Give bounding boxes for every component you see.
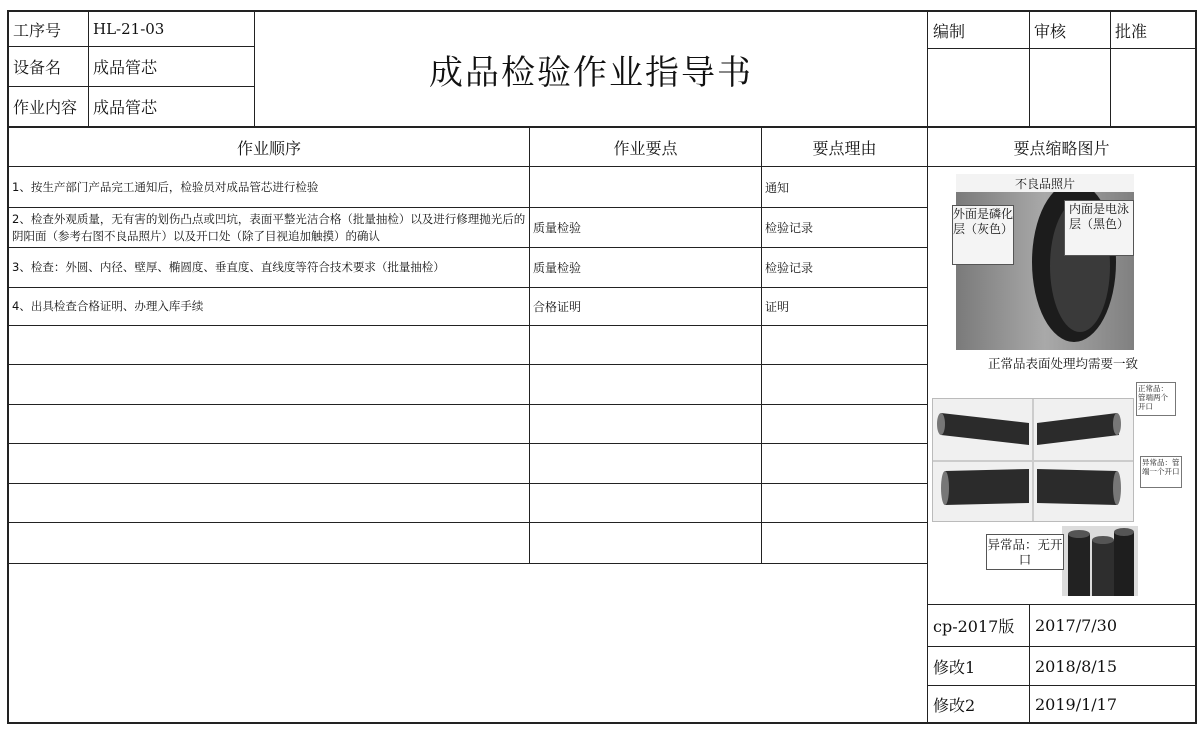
table-row-4-step: 4、出具检查合格证明、办理入库手续 [12,299,204,313]
inner-layer-callout: 内面是电泳层（黑色） [1064,200,1134,256]
equipment-label: 设备名 [13,58,62,77]
table-row-2-step: 2、检查外观质量，无有害的划伤凸点或凹坑，表面平整光洁合格（批量抽检）以及进行修理抛光后的阴阳面（参考右图不良品照片）以及开口处（除了目视追加触摸）的确认 [12,211,526,243]
no-opening-callout: 异常品：无开口 [986,534,1064,570]
table-row-1-reason: 通知 [765,180,790,195]
table-row-3-reason: 检验记录 [765,261,814,275]
col-header-reason: 要点理由 [812,138,877,158]
image-caption: 正常品表面处理均需要一致 [987,356,1138,371]
defect-photo-title: 不良品照片 [1014,177,1075,191]
abnormal-pipe-callout: 异常品：管端一个开口 [1140,456,1182,488]
process-no-value: HL-21-03 [93,20,165,38]
table-row-3-step: 3、检查：外圆、内径、壁厚、椭圆度、垂直度、直线度等符合技术要求（批量抽检） [12,260,445,274]
version-label-1: cp-2017版 [933,617,1015,636]
col-header-key-points: 作业要点 [613,138,678,158]
table-row-3-point: 质量检验 [533,261,582,275]
review-label: 审核 [1034,21,1067,41]
table-row-2-point: 质量检验 [533,221,582,235]
compile-label: 编制 [933,21,966,41]
table-row-4-point: 合格证明 [533,300,582,314]
content-value: 成品管芯 [93,98,158,117]
col-header-images: 要点缩略图片 [1013,138,1110,158]
version-date-1: 2017/7/30 [1035,616,1118,635]
version-label-3: 修改2 [933,695,976,715]
table-row-4-reason: 证明 [765,300,790,314]
pipe-stack-icon [1062,526,1138,596]
no-opening-photo [1062,526,1138,596]
version-date-3: 2019/1/17 [1035,694,1118,714]
table-row-1-step: 1、按生产部门产品完工通知后，检验员对成品管芯进行检验 [12,179,319,194]
process-no-label: 工序号 [13,20,62,40]
equipment-value: 成品管芯 [93,58,158,77]
version-label-2: 修改1 [933,657,976,677]
normal-pipe-callout: 正常品：管端两个开口 [1136,382,1176,416]
version-date-2: 2018/8/15 [1035,656,1118,676]
table-row-1-point [530,167,761,207]
approve-label: 批准 [1115,21,1148,41]
col-header-sequence: 作业顺序 [236,138,301,158]
content-label: 作业内容 [13,98,78,117]
pipe-comparison-photo [932,398,1134,522]
pipe-pair-icon [933,399,1133,521]
outer-layer-callout: 外面是磷化层（灰色） [952,205,1014,265]
table-row-2-reason: 检验记录 [765,221,814,235]
document-title: 成品检验作业指导书 [429,52,753,93]
